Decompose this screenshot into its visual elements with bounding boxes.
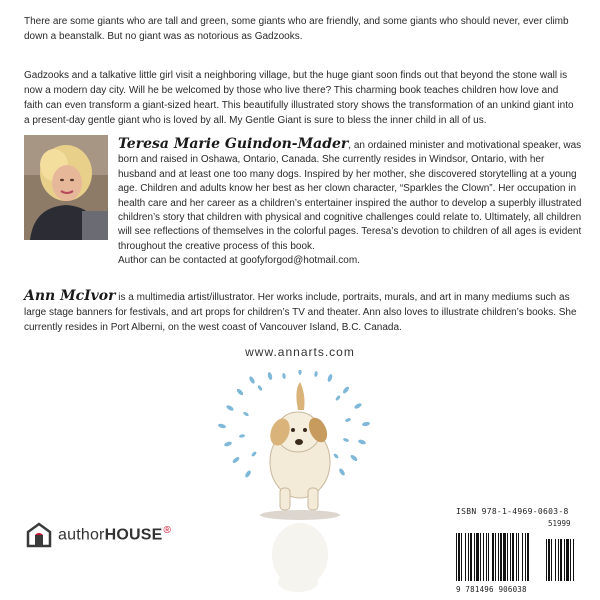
price-code: 51999 [548, 519, 571, 528]
author-bio-text: , an ordained minister and motivational speaker, was born and raised in Oshawa, Ontario, Canada. She currently resides in Windsor, Ontario, with her husband and at least one too many dogs. Inspired by her mother, she discovered storytelling at a young age. Children and adults know her best as her clown character, “Sparkles the Clown”. Her occupation in health care and her career as a children’s entertainer inspired the author to develop a superbly illustrated children’s story that children with physical and cognitive challenges could relate to. Ultimately, all children will see reflections of themselves in the colorful pages. Teresa’s devotion to children of all ages is evident throughout the creative process of this book. [118, 140, 582, 252]
barcode [452, 505, 578, 600]
illustrator-website: www.annarts.com [245, 345, 355, 359]
illustrator-name: Ann McIvor [24, 288, 116, 304]
illustrator-bio-text: is a multimedia artist/illustrator. Her works include, portraits, murals, and art in many mediums such as large stage banners for festivals, and art props for children’s TV and theater. Ann also loves to illustrate children’s books. She currently resides in Port Alberni, on the west coast of Vancouver Island, B.C. Canada. [24, 292, 577, 333]
author-photo [24, 135, 108, 240]
illustrator-bio [24, 289, 584, 335]
dog-illustration [200, 370, 400, 595]
author-bio [118, 137, 584, 269]
publisher-logo [26, 522, 171, 548]
blurb-paragraph-2: Gadzooks and a talkative little girl visit a neighboring village, but the huge giant soon finds out that beyond the stone wall is now a modern day city. Will he be welcomed by those who live there? This charming book teaches children how love and faith can even transform a giant-sized heart. This beautifully illustrated story shows the transformation of an unkind giant into a present-day gentle giant who is loved by all. My Gentle Giant is sure to bless the inner child in all of us. [24, 70, 574, 126]
barcode-number: 9 781496 906038 [456, 585, 527, 594]
barcode-bars [452, 533, 578, 583]
house-icon [26, 522, 52, 548]
isbn-text: ISBN 978-1-4969-0603-8 [456, 507, 569, 516]
blurb-paragraph-1: There are some giants who are tall and green, some giants who are friendly, and some giants who should never, ever climb down a beanstalk. But no giant was as notorious as Gadzooks. [24, 16, 569, 42]
author-contact: Author can be contacted at goofyforgod@hotmail.com. [118, 255, 360, 267]
author-name: Teresa Marie Guindon-Mader [118, 136, 349, 152]
publisher-name: authorHOUSE® [58, 525, 172, 544]
